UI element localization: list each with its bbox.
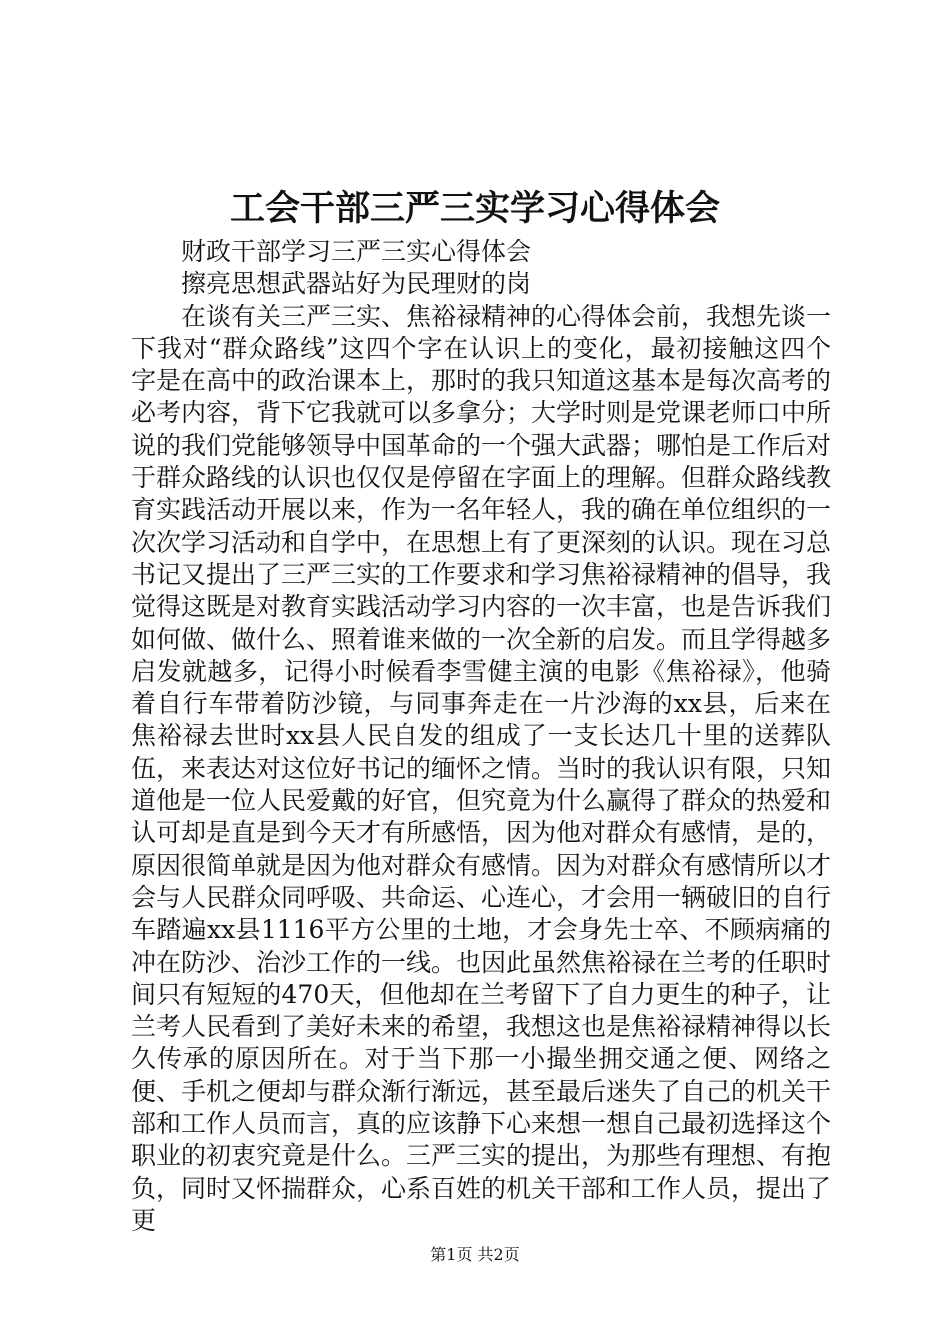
- page-footer: 第1页 共2页: [430, 1245, 520, 1264]
- body-paragraph: 在谈有关三严三实、焦裕禄精神的心得体会前，我想先谈一下我对“群众路线”这四个字在认识上的变化，最初接触这四个字是在高中的政治课本上，那时的我只知道这基本是每次高考的必考内容，背下它我就可以多拿分；大学时则是党课老师口中所说的我们党能够领导中国革命的一个强大武器；哪怕是工作后对于群众路线的认识也仅仅是停留在字面上的理解。但群众路线教育实践活动开展以来，作为一名年轻人，我的确在单位组织的一次次学习活动和自学中，在思想上有了更深刻的认识。现在习总书记又提出了三严三实的工作要求和学习焦裕禄精神的倡导，我觉得这既是对教育实践活动学习内容的一次丰富，也是告诉我们如何做、做什么、照着谁来做的一次全新的启发。而且学得越多启发就越多，记得小时候看李雪健主演的电影《焦裕禄》，他骑着自行车带着防沙镜，与同事奔走在一片沙海的xx县，后来在焦裕禄去世时xx县人民自发的组成了一支长达几十里的送葬队伍，来表达对这位好书记的缅怀之情。当时的我认识有限，只知道他是一位人民爱戴的好官，但究竟为什么赢得了群众的热爱和认可却是直是到今天才有所感悟，因为他对群众有感情，是的，原因很简单就是因为他对群众有感情。因为对群众有感情所以才会与人民群众同呼吸、共命运、心连心，才会用一辆破旧的自行车踏遍xx县1116平方公里的土地，才会身先士卒、不顾病痛的冲在防沙、治沙工作的一线。也因此虽然焦裕禄在兰考的任职时间只有短短的470天，但他却在兰考留下了自力更生的种子，让兰考人民看到了美好未来的希望，我想这也是焦裕禄精神得以长久传承的原因所在。对于当下那一小撮坐拥交通之便、网络之便、手机之便却与群众渐行渐远，甚至最后迷失了自己的机关干部和工作人员而言，真的应该静下心来想一想自己最初选择这个职业的初衷究竟是什么。三严三实的提出，为那些有理想、有抱负，同时又怀揣群众，心系百姓的机关干部和工作人员，提出了更: [131, 301, 832, 1235]
- subtitle-line: 财政干部学习三严三实心得体会: [181, 237, 532, 266]
- document-body: [131, 236, 831, 1237]
- heading-line: 擦亮思想武器站好为民理财的岗: [181, 269, 532, 299]
- document-title: 工会干部三严三实学习心得体会: [229, 188, 720, 229]
